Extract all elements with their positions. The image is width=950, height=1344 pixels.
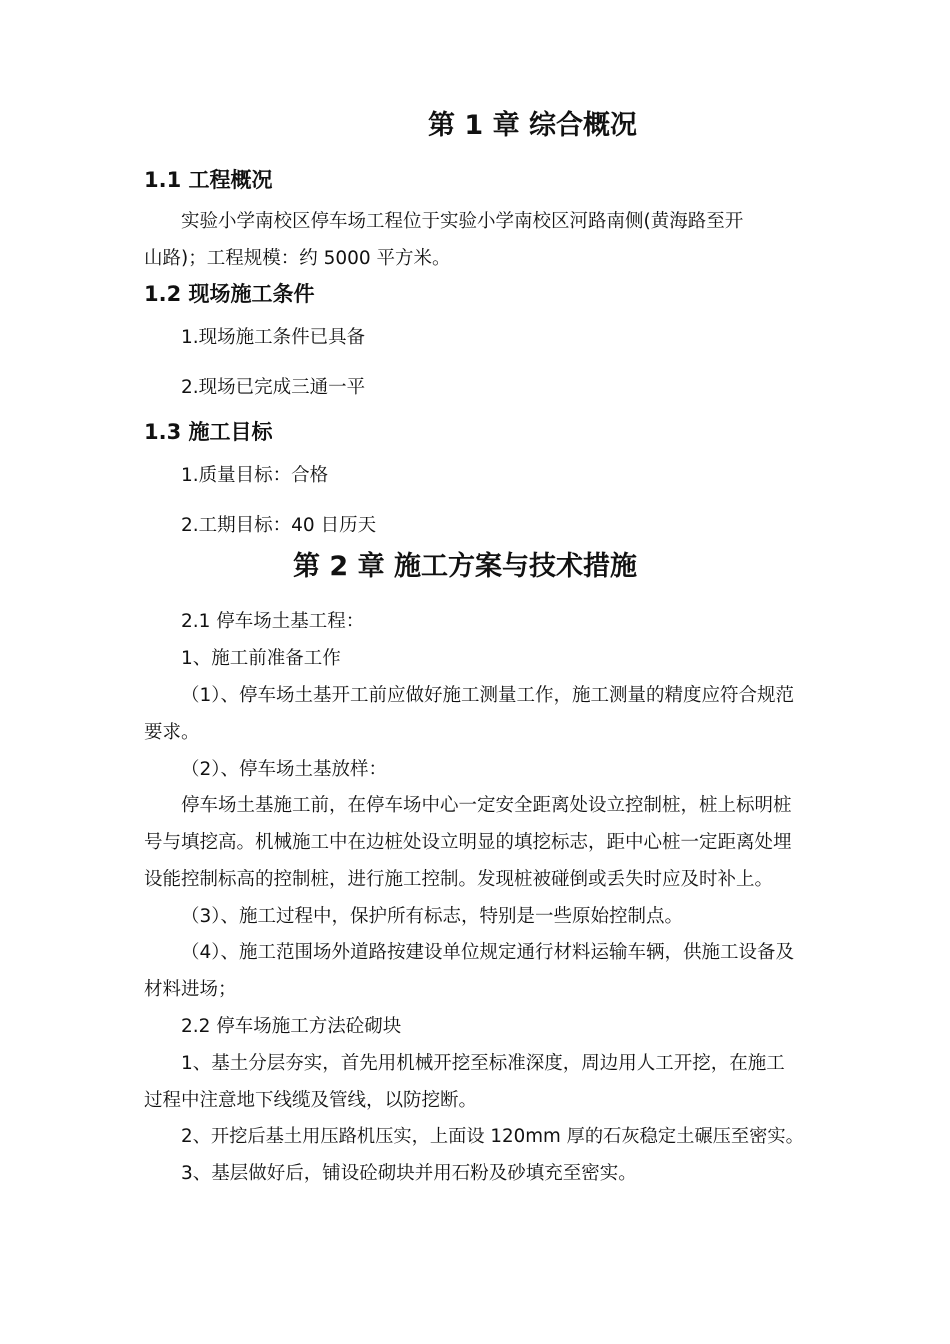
paragraph-line: （4）、施工范围场外道路按建设单位规定通行材料运输车辆，供施工设备及 xyxy=(181,942,795,963)
paragraph-line: 2、开挖后基土用压路机压实，上面设 120mm 厚的石灰稳定土碾压至密实。 xyxy=(181,1126,804,1147)
list-item: 1.现场施工条件已具备 xyxy=(181,327,366,348)
paragraph-line: 要求。 xyxy=(144,722,200,743)
paragraph-line: 1、基土分层夯实，首先用机械开挖至标准深度，周边用人工开挖，在施工 xyxy=(181,1053,785,1074)
chapter-2-title: 第 2 章 施工方案与技术措施 xyxy=(293,551,637,582)
paragraph-line: 过程中注意地下线缆及管线，以防挖断。 xyxy=(144,1090,478,1111)
paragraph-line: 1、施工前准备工作 xyxy=(181,648,341,669)
paragraph-line: （2）、停车场土基放样： xyxy=(181,759,388,780)
section-1-2-heading: 1.2 现场施工条件 xyxy=(144,282,315,306)
paragraph-line: （1）、停车场土基开工前应做好施工测量工作，施工测量的精度应符合规范 xyxy=(181,685,795,706)
subsection-heading: 2.1 停车场土基工程： xyxy=(181,611,365,632)
list-item: 2.现场已完成三通一平 xyxy=(181,377,366,398)
paragraph-line: 3、基层做好后，铺设砼砌块并用石粉及砂填充至密实。 xyxy=(181,1163,637,1184)
paragraph-line: 号与填挖高。机械施工中在边桩处设立明显的填挖标志，距中心桩一定距离处埋 xyxy=(144,832,792,853)
paragraph-line: 设能控制标高的控制桩，进行施工控制。发现桩被碰倒或丢失时应及时补上。 xyxy=(144,869,774,890)
list-item: 2.工期目标：40 日历天 xyxy=(181,515,377,536)
paragraph-line: 实验小学南校区停车场工程位于实验小学南校区河路南侧(黄海路至开 xyxy=(181,211,744,232)
section-1-1-heading: 1.1 工程概况 xyxy=(144,168,273,192)
section-1-3-heading: 1.3 施工目标 xyxy=(144,420,273,444)
paragraph-line: 山路)；工程规模：约 5000 平方米。 xyxy=(144,248,451,269)
paragraph-line: （3）、施工过程中，保护所有标志，特别是一些原始控制点。 xyxy=(181,906,684,927)
list-item: 1.质量目标：合格 xyxy=(181,465,329,486)
paragraph-line: 材料进场； xyxy=(144,979,237,1000)
subsection-heading: 2.2 停车场施工方法砼砌块 xyxy=(181,1016,402,1037)
chapter-1-title: 第 1 章 综合概况 xyxy=(428,110,637,141)
paragraph-line: 停车场土基施工前，在停车场中心一定安全距离处设立控制桩，桩上标明桩 xyxy=(181,795,792,816)
